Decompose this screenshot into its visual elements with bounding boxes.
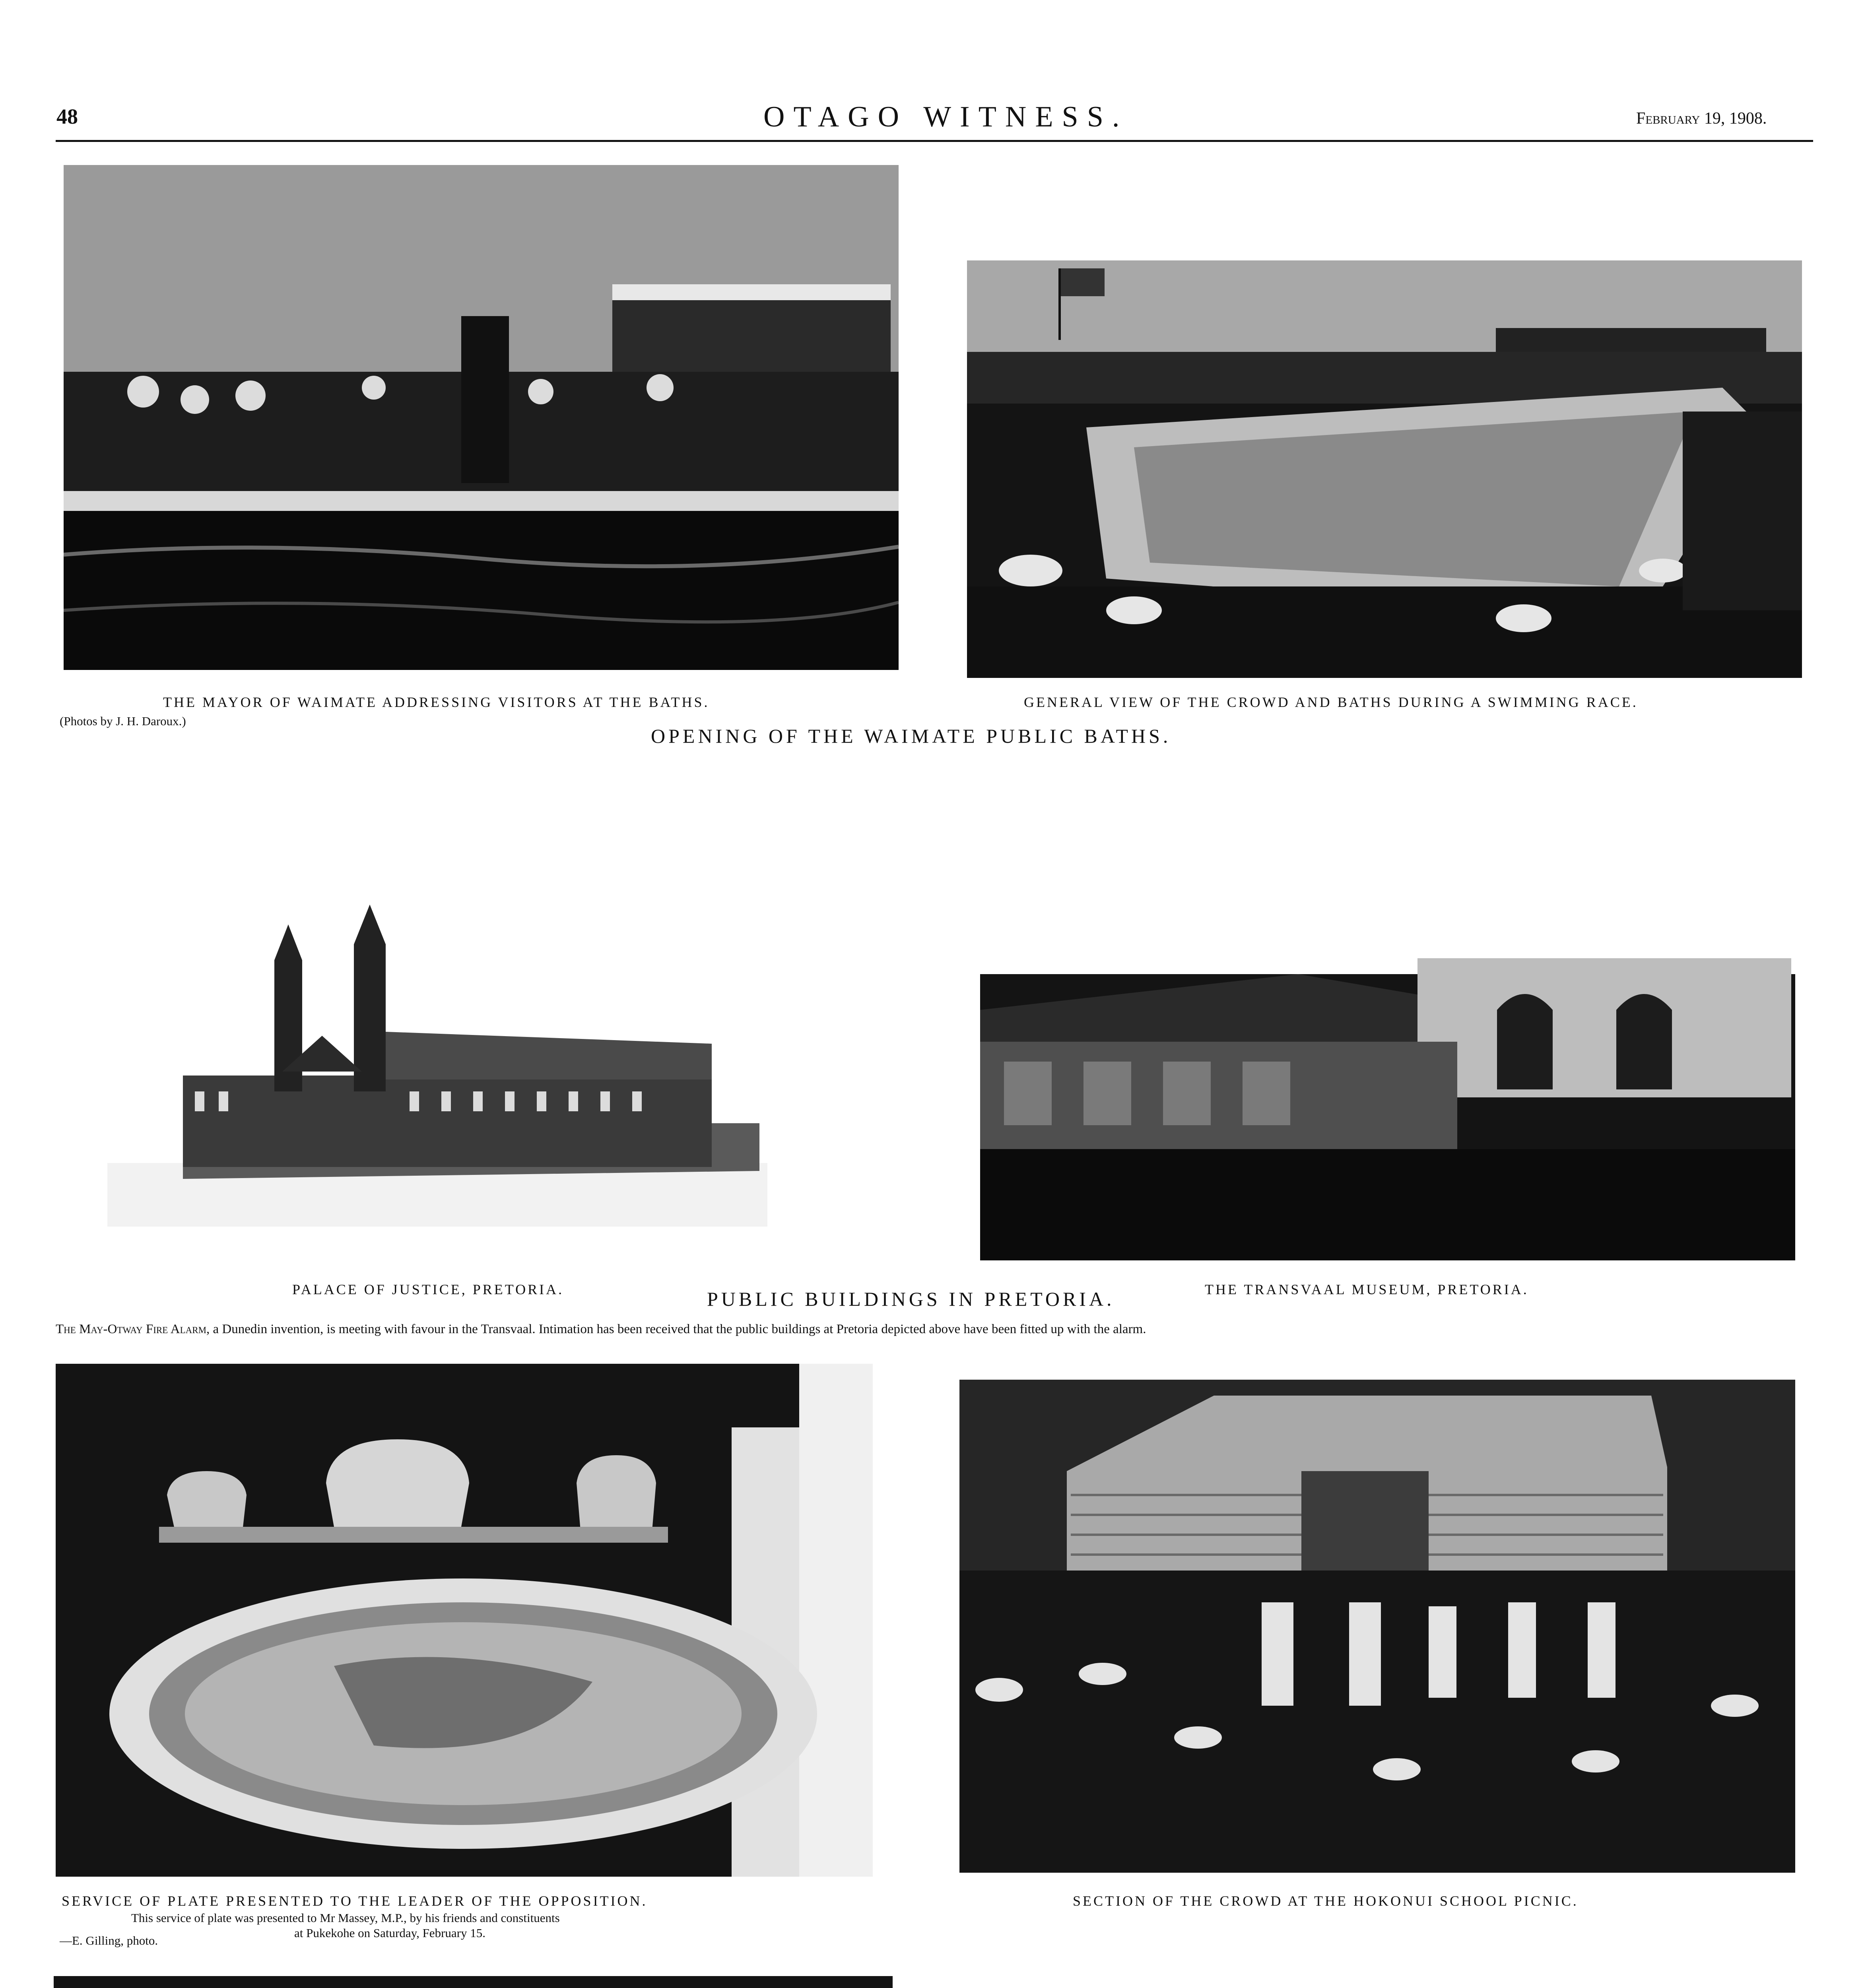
note-fire-alarm-lead: The May-Otway Fire Alarm, bbox=[56, 1322, 210, 1336]
photo-mayor-addressing-visitors bbox=[64, 165, 899, 670]
group-title-pretoria: PUBLIC BUILDINGS IN PRETORIA. bbox=[707, 1288, 1115, 1310]
credit-daroux: (Photos by J. H. Daroux.) bbox=[60, 714, 186, 728]
caption-palace-of-justice: PALACE OF JUSTICE, PRETORIA. bbox=[292, 1281, 564, 1297]
caption-mayor-addressing: THE MAYOR OF WAIMATE ADDRESSING VISITORS AT THE BATHS. bbox=[163, 694, 710, 710]
plate-description-line1: This service of plate was presented to Mr Massey, M.P., by his friends and constituents bbox=[131, 1911, 560, 1925]
note-fire-alarm bbox=[56, 1322, 1146, 1337]
caption-service-of-plate: SERVICE OF PLATE PRESENTED TO THE LEADER OF THE OPPOSITION. bbox=[62, 1893, 648, 1909]
caption-transvaal-museum: THE TRANSVAAL MUSEUM, PRETORIA. bbox=[1205, 1281, 1529, 1297]
photo-palace-of-justice bbox=[107, 901, 767, 1227]
credit-gilling: —E. Gilling, photo. bbox=[60, 1934, 158, 1947]
masthead: OTAGO WITNESS. bbox=[763, 101, 1128, 133]
issue-date: February 19, 1908. bbox=[1636, 109, 1767, 128]
page-number: 48 bbox=[56, 105, 78, 128]
photo-service-of-plate bbox=[56, 1364, 873, 1877]
photo-railway-loco-football-team bbox=[54, 1976, 893, 1988]
caption-hokonui-picnic: SECTION OF THE CROWD AT THE HOKONUI SCHOOL PICNIC. bbox=[1073, 1893, 1579, 1909]
caption-swimming-race: GENERAL VIEW OF THE CROWD AND BATHS DURING A SWIMMING RACE. bbox=[1024, 694, 1638, 710]
photo-crowd-swimming-race bbox=[967, 260, 1802, 678]
group-title-waimate-baths: OPENING OF THE WAIMATE PUBLIC BATHS. bbox=[651, 725, 1171, 747]
photo-transvaal-museum bbox=[980, 911, 1795, 1260]
note-fire-alarm-text: a Dunedin invention, is meeting with favour in the Transvaal. Intimation has been received that the public buildings at Pretoria depicted above have been fitted up with the alarm. bbox=[213, 1322, 1146, 1336]
header-rule bbox=[56, 140, 1813, 142]
plate-description-line2: at Pukekohe on Saturday, February 15. bbox=[294, 1926, 485, 1940]
photo-hokonui-school-picnic bbox=[959, 1380, 1795, 1873]
